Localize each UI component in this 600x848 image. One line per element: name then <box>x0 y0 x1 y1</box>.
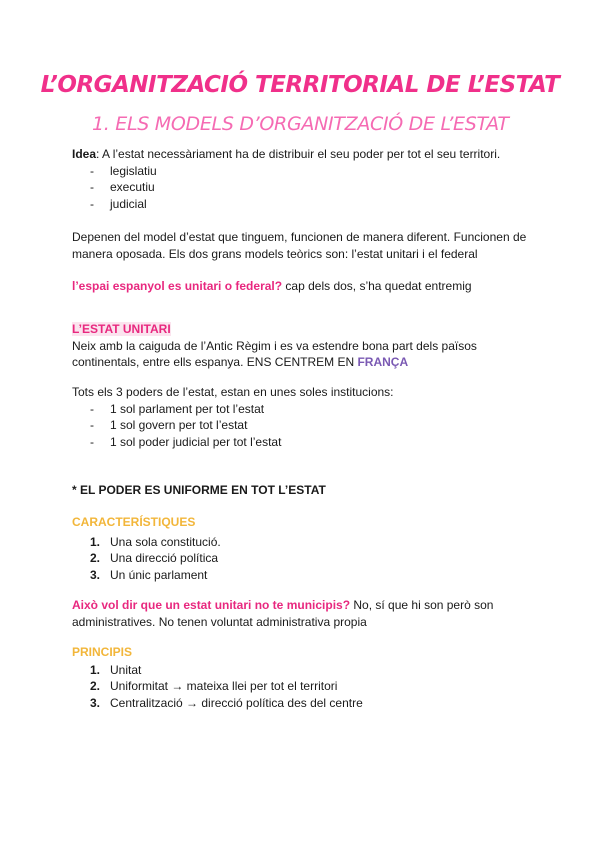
poders-block <box>72 384 542 450</box>
uniforme-heading: * EL PODER ES UNIFORME EN TOT L’ESTAT <box>72 483 326 497</box>
section-subtitle: 1. ELS MODELS D’ORGANITZACIÓ DE L’ESTAT <box>92 113 509 135</box>
page-title: L’ORGANITZACIÓ TERRITORIAL DE L’ESTAT <box>40 72 560 98</box>
idea-block <box>72 146 552 212</box>
list-item <box>72 678 542 695</box>
list-item <box>72 662 542 679</box>
item-number: 1. <box>90 662 101 677</box>
principis-block <box>72 644 542 711</box>
powers-list <box>72 163 552 213</box>
poders-list <box>72 401 542 451</box>
list-item: - 1 sol govern per tot l’estat <box>72 417 542 434</box>
item-text: Uniformitat → mateixa llei per tot el territori <box>110 679 338 693</box>
answer-text: cap dels dos, s’ha quedat entremig <box>282 279 472 293</box>
poders-intro: Tots els 3 poders de l’estat, estan en unes soles institucions: <box>72 385 394 399</box>
question-municipis <box>72 597 534 630</box>
unitari-block <box>72 321 528 371</box>
principis-list <box>72 662 542 712</box>
item-number: 3. <box>90 567 101 582</box>
principis-heading: PRINCIPIS <box>72 645 133 659</box>
item-text: Un únic parlament <box>110 567 208 582</box>
unitari-text: Neix amb la caiguda de l’Antic Règim i es va estendre bona part dels països continentals, entre ells espanya. ENS CENTREM EN <box>72 338 477 369</box>
caracteristiques-list <box>72 534 542 584</box>
idea-text: : A l’estat necessàriament ha de distribuir el seu poder per tot el seu territori. <box>96 147 501 161</box>
item-text: Centralització → direcció política des del centre <box>110 695 363 710</box>
list-item <box>72 534 542 551</box>
answer-text: No, sí que hi son però son administratives. No tenen voluntat administrativa propia <box>72 598 494 629</box>
list-item <box>72 550 542 567</box>
list-item <box>72 567 542 584</box>
list-item: - 1 sol poder judicial per tot l’estat <box>72 434 542 451</box>
item-text: Unitat <box>110 662 142 677</box>
caracteristiques-heading: CARACTERÍSTIQUES <box>72 515 196 529</box>
question-text: Això vol dir que un estat unitari no te municipis? <box>72 598 351 612</box>
item-number: 1. <box>90 534 101 549</box>
models-paragraph: Depenen del model d’estat que tinguem, funcionen de manera diferent. Funcionen de manera oposada. Els dos grans models teòrics son: l’estat unitari i el federal <box>72 230 527 261</box>
item-number: 3. <box>90 695 101 710</box>
item-text: Una sola constitució. <box>110 534 221 549</box>
list-item: - executiu <box>72 179 552 196</box>
unitari-text-line <box>72 338 528 371</box>
item-number: 2. <box>90 679 101 693</box>
unitari-heading: L’ESTAT UNITARI <box>72 322 171 336</box>
item-text: Una direcció política <box>110 551 219 565</box>
list-item <box>72 695 542 712</box>
list-item: - legislatiu <box>72 163 552 180</box>
question-text: l’espai espanyol es unitari o federal? <box>72 279 283 293</box>
list-item: - judicial <box>72 196 552 213</box>
question-spain <box>72 278 542 295</box>
list-item: - 1 sol parlament per tot l’estat <box>72 401 542 418</box>
item-number: 2. <box>90 551 101 565</box>
idea-line <box>72 146 552 163</box>
caracteristiques-block <box>72 514 542 583</box>
idea-label: Idea <box>72 147 97 161</box>
france-highlight: FRANÇA <box>357 355 409 369</box>
